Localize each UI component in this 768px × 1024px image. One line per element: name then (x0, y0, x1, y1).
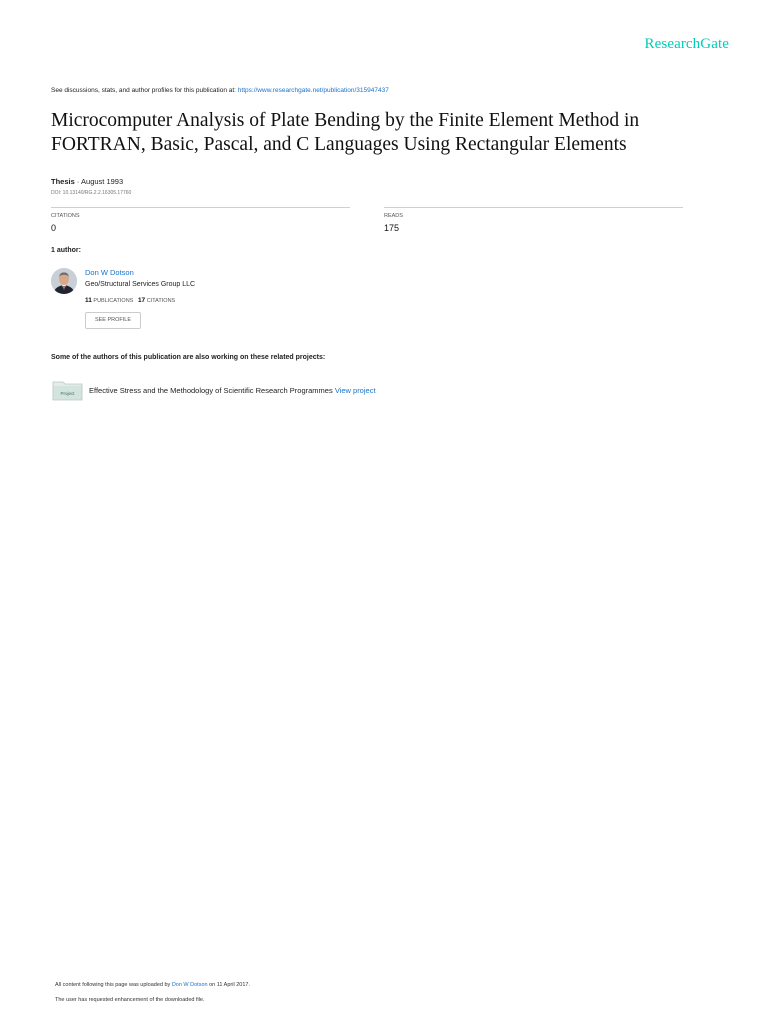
researchgate-logo[interactable]: ResearchGate (644, 36, 729, 52)
author-stats (85, 297, 175, 304)
reads-label: READS (384, 213, 403, 219)
reads-divider (384, 207, 683, 208)
uploader-link[interactable]: Don W Dotson (171, 982, 208, 988)
citations-label: CITATIONS (51, 213, 80, 219)
upload-prefix: All content following this page was uploaded by (55, 982, 172, 988)
publication-doi: DOI: 10.13140/RG.2.2.16305.17760 (51, 190, 132, 196)
author-citations-count: 17 (137, 297, 146, 304)
project-item (89, 386, 376, 395)
enhancement-note: The user has requested enhancement of the downloaded file. (55, 997, 205, 1003)
citations-divider (51, 207, 350, 208)
related-projects-heading: Some of the authors of this publication are also working on these related projects: (51, 354, 326, 361)
publication-meta (51, 177, 123, 186)
author-photo-icon (51, 268, 77, 294)
citations-count: 0 (51, 223, 57, 233)
project-title: Effective Stress and the Methodology of Scientific Research Programmes (89, 386, 335, 395)
publication-url-link[interactable]: https://www.researchgate.net/publication/315947437 (237, 87, 389, 94)
author-name-link[interactable]: Don W Dotson (85, 268, 134, 277)
publication-type: Thesis (51, 177, 75, 186)
author-publications-label: PUBLICATIONS (93, 298, 134, 304)
publication-title: Microcomputer Analysis of Plate Bending by the Finite Element Method in FORTRAN, Basic, Pascal, and C Languages Using Rectangular Elements (51, 110, 640, 155)
project-folder-icon[interactable] (52, 380, 83, 401)
authors-heading: 1 author: (51, 247, 81, 254)
upload-note (55, 982, 250, 988)
author-publications-count: 11 (85, 297, 92, 304)
intro-text: See discussions, stats, and author profiles for this publication at: (51, 87, 238, 94)
project-thumb-label: Project (60, 391, 75, 396)
publication-date: · August 1993 (74, 177, 124, 186)
intro-line (51, 87, 389, 94)
reads-count: 175 (384, 223, 400, 233)
author-institution: Geo/Structural Services Group LLC (85, 281, 196, 288)
view-project-link[interactable]: View project (334, 386, 376, 395)
author-avatar[interactable] (51, 268, 77, 294)
see-profile-button[interactable]: SEE PROFILE (85, 312, 141, 329)
upload-suffix: on 11 April 2017. (207, 982, 250, 988)
author-citations-label: CITATIONS (146, 298, 176, 304)
